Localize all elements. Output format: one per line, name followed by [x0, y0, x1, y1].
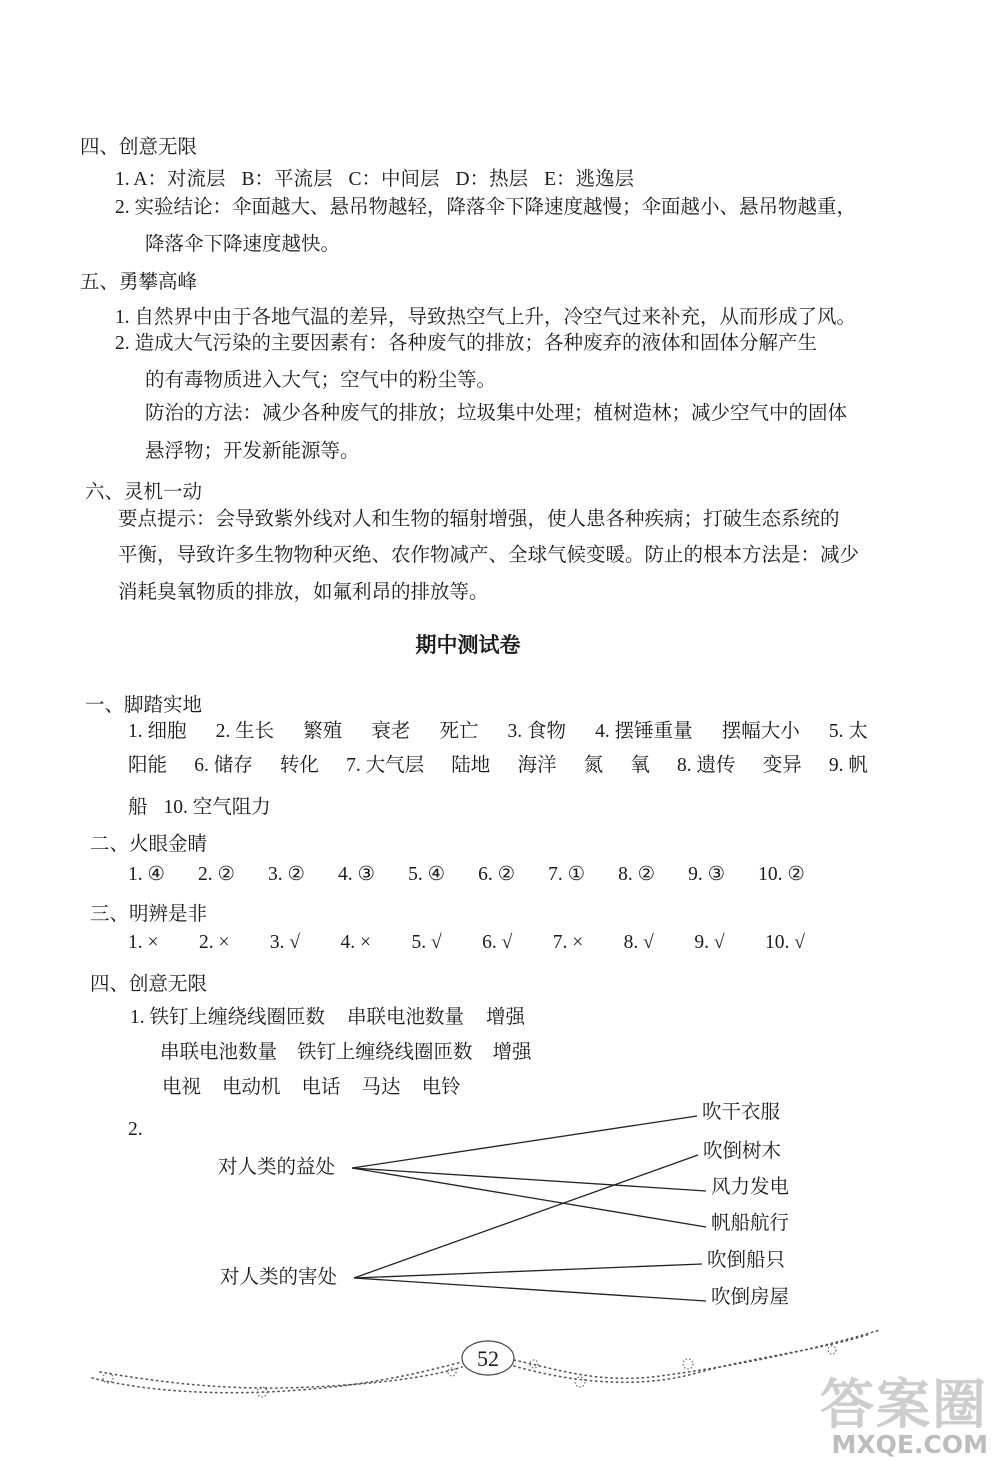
answer-item: D：热层	[455, 169, 529, 190]
answer-row	[128, 718, 868, 746]
answer-item: 增强	[492, 1042, 532, 1063]
answer-item: 繁殖	[303, 721, 343, 742]
answer-item: 7. ①	[548, 864, 586, 885]
watermark-logo-text: 答案圈	[820, 1373, 988, 1436]
answer-item: 6. ②	[478, 864, 516, 885]
watermark-site-text: MXQE.COM	[831, 1430, 988, 1459]
match-right-item: 帆船航行	[711, 1213, 790, 1234]
answer-item: 4. ×	[340, 932, 372, 953]
answer-item: 5. ④	[408, 864, 446, 885]
flower-ornament-icon	[828, 1346, 836, 1354]
match-line	[354, 1264, 702, 1278]
answer-item: B：平流层	[241, 169, 333, 190]
match-right-item: 吹干衣服	[702, 1102, 781, 1123]
answer-text-line: 1. 自然界中由于各地气温的差异，导致热空气上升，冷空气过来补充，从而形成了风。	[115, 307, 857, 328]
answer-item: 阳能	[128, 755, 168, 776]
answer-text-line: 悬浮物；开发新能源等。	[145, 441, 360, 462]
answer-item: 电动机	[222, 1077, 281, 1098]
match-left-benefit: 对人类的益处	[218, 1157, 336, 1178]
answer-item: 6. 储存	[194, 755, 253, 776]
answer-text-line: 的有毒物质进入大气；空气中的粉尘等。	[145, 370, 497, 391]
answer-item: 氧	[630, 755, 650, 776]
answer-item: 电铃	[421, 1077, 461, 1098]
answer-item: 8. ②	[618, 864, 656, 885]
dotted-wave	[514, 1330, 880, 1378]
answer-item: 氮	[583, 755, 604, 776]
answer-item: 串联电池数量	[347, 1007, 465, 1028]
answer-row	[162, 1074, 461, 1102]
answer-item: 变异	[762, 755, 802, 776]
answer-row	[128, 794, 271, 822]
answer-text-line: 降落伞下降速度越快。	[145, 234, 341, 255]
section-heading-true-false: 三、明辨是非	[90, 904, 208, 925]
answer-row-atmosphere-layers	[115, 166, 634, 194]
answer-item: 3. 食物	[507, 721, 567, 742]
answer-row-choice	[128, 861, 805, 889]
match-left-harm: 对人类的害处	[220, 1267, 338, 1288]
answer-item: 电视	[162, 1077, 202, 1098]
answer-item: 9. ③	[688, 864, 726, 885]
answer-item: 5. 太	[828, 721, 868, 742]
answer-item: 7. ×	[552, 932, 584, 953]
match-right-item: 风力发电	[711, 1177, 790, 1198]
match-line	[352, 1168, 706, 1191]
answer-row	[128, 752, 868, 780]
answer-item: 10. ②	[758, 864, 805, 885]
answer-text-line: 2. 造成大气污染的主要因素有：各种废气的排放；各种废弃的液体和固体分解产生	[115, 333, 818, 354]
answer-item: 串联电池数量	[160, 1042, 278, 1063]
answer-item: 4. 摆锤重量	[595, 721, 693, 742]
answer-item: 10. √	[764, 932, 805, 953]
answer-item: 1. ④	[128, 864, 165, 885]
answer-item: 1. 铁钉上缠绕线圈匝数	[130, 1007, 326, 1028]
answer-row-true-false	[128, 929, 805, 957]
answer-item: 8. 遗传	[677, 755, 736, 776]
match-line	[352, 1116, 697, 1168]
question-number: 2.	[128, 1119, 143, 1140]
answer-item: 马达	[361, 1077, 401, 1098]
section-heading-inspiration: 六、灵机一动	[85, 482, 203, 503]
answer-text-line: 要点提示：会导致紫外线对人和生物的辐射增强，使人患各种疾病；打破生态系统的	[118, 509, 840, 530]
answer-item: 8. √	[623, 932, 654, 953]
answer-text-line: 平衡，导致许多生物物种灭绝、农作物减产、全球气候变暖。防止的根本方法是：减少	[118, 545, 860, 566]
answer-item: 9. 帆	[828, 755, 868, 776]
answer-item: 陆地	[451, 755, 491, 776]
match-line	[354, 1155, 698, 1278]
section-heading-creative: 四、创意无限	[80, 137, 198, 158]
answer-item: 10. 空气阻力	[163, 797, 271, 818]
answer-text-line: 防治的方法：减少各种废气的排放；垃圾集中处理；植树造林；减少空气中的固体	[145, 403, 848, 424]
answer-item: 2. ×	[198, 932, 230, 953]
watermark-logo	[820, 1373, 988, 1459]
dotted-wave	[100, 1367, 462, 1388]
answer-item: 转化	[279, 755, 319, 776]
answer-item: 1. 细胞	[128, 721, 187, 742]
flower-ornament-icon	[683, 1359, 693, 1369]
answer-item: C：中间层	[348, 169, 440, 190]
answer-item: 增强	[486, 1007, 526, 1028]
answer-item: 4. ③	[338, 864, 376, 885]
answer-text-line: 2. 实验结论：伞面越大、悬吊物越轻，降落伞下降速度越慢；伞面越小、悬吊物越重，	[115, 197, 857, 218]
answer-item: 铁钉上缠绕线圈匝数	[297, 1042, 473, 1063]
answer-item: 摆幅大小	[721, 721, 800, 742]
answer-item: E：逃逸层	[544, 169, 635, 190]
answer-item: 1. ×	[128, 932, 159, 953]
answer-item: 1. A：对流层	[115, 169, 226, 190]
page-title: 期中测试卷	[415, 633, 521, 657]
answer-item: 9. √	[694, 932, 725, 953]
answer-item: 2. 生长	[215, 721, 275, 742]
answer-item: 3. √	[269, 932, 301, 953]
section-heading-choice: 二、火眼金睛	[90, 834, 208, 855]
match-right-item: 吹倒树木	[703, 1141, 782, 1162]
answer-row	[160, 1039, 532, 1067]
answer-item: 船	[128, 797, 148, 818]
answer-item: 死亡	[439, 721, 479, 742]
answer-item: 6. √	[482, 932, 513, 953]
answer-text-line: 消耗臭氧物质的排放，如氟利昂的排放等。	[118, 582, 489, 603]
dotted-wave	[514, 1334, 870, 1382]
match-right-item: 吹倒房屋	[711, 1287, 790, 1308]
answer-item: 衰老	[371, 721, 411, 742]
section-heading-climb: 五、勇攀高峰	[80, 272, 198, 293]
section-heading-creative: 四、创意无限	[90, 974, 208, 995]
answer-item: 2. ②	[198, 864, 235, 885]
answer-item: 电话	[301, 1077, 341, 1098]
answer-row	[130, 1004, 525, 1032]
answer-item: 3. ②	[268, 864, 306, 885]
section-heading-fill-in: 一、脚踏实地	[85, 695, 203, 716]
match-right-item: 吹倒船只	[707, 1250, 786, 1271]
answer-item: 5. √	[411, 932, 442, 953]
page-number: 52	[477, 1346, 499, 1371]
answer-item: 海洋	[517, 755, 557, 776]
answer-item: 7. 大气层	[346, 755, 425, 776]
match-line	[354, 1278, 706, 1301]
match-line	[352, 1168, 706, 1227]
